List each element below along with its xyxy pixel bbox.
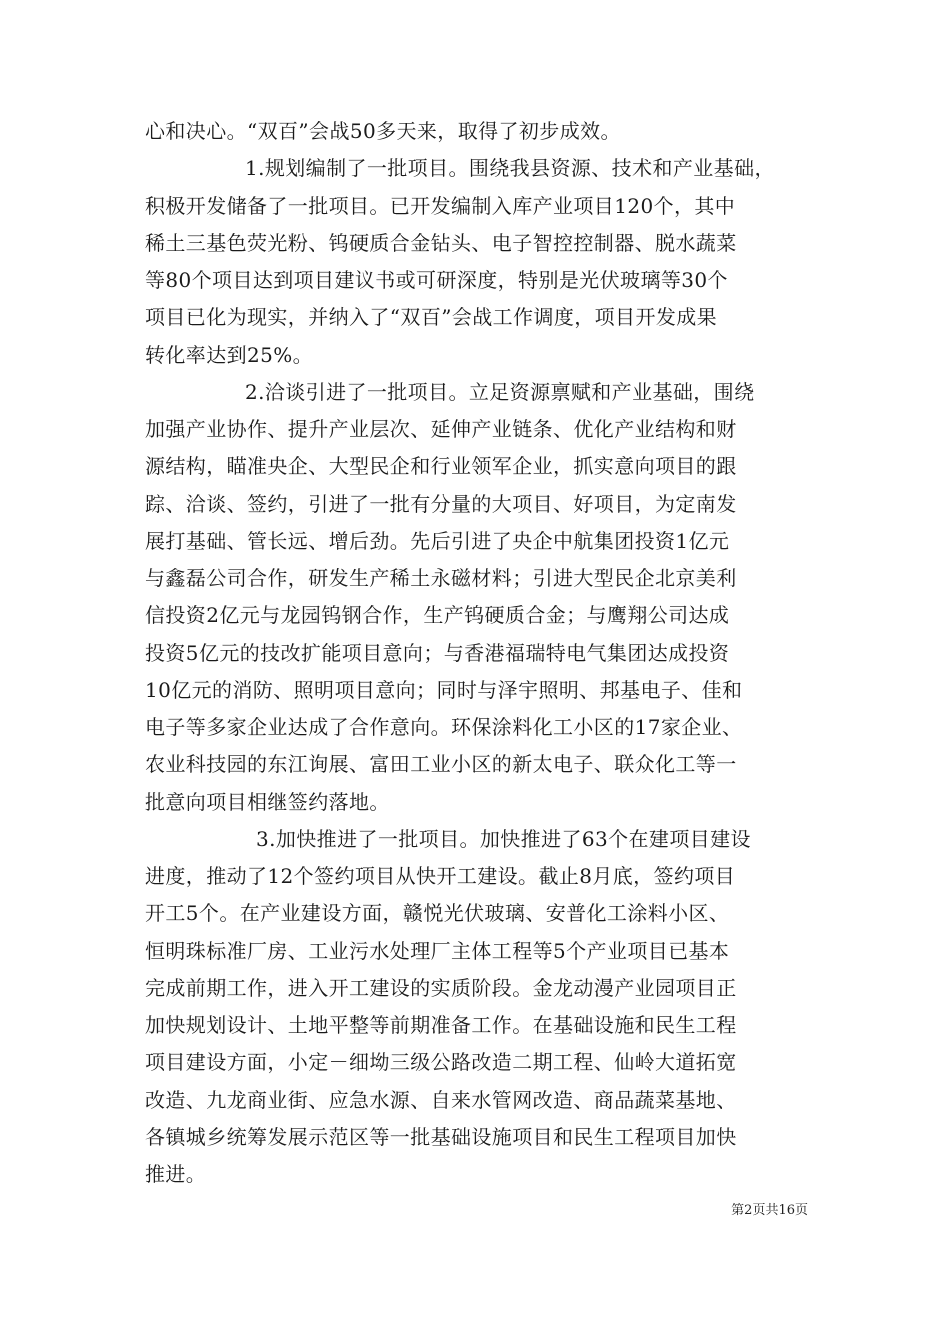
text-line: 完成前期工作，进入开工建设的实质阶段。金龙动漫产业园项目正 [145,976,737,1000]
text-line: 心和决心。“双百”会战50多天来，取得了初步成效。 [145,119,621,143]
text-line: 等80个项目达到项目建议书或可研深度，特别是光伏玻璃等30个 [145,268,728,292]
paragraph-3-start: 3.加快推进了一批项目。加快推进了63个在建项目建设 [256,827,751,851]
paragraph-1-start: 1.规划编制了一批项目。围绕我县资源、技术和产业基础， [245,156,775,180]
text-line: 各镇城乡统筹发展示范区等一批基础设施项目和民生工程项目加快 [145,1125,737,1149]
text-line: 推进。 [145,1162,207,1186]
text-line: 项目建设方面，小定－细坳三级公路改造二期工程、仙岭大道拓宽 [145,1050,737,1074]
text-line: 加强产业协作、提升产业层次、延伸产业链条、优化产业结构和财 [145,417,737,441]
text-line: 恒明珠标准厂房、工业污水处理厂主体工程等5个产业项目已基本 [145,939,730,963]
text-line: 农业科技园的东江询展、富田工业小区的新太电子、联众化工等一 [145,752,737,776]
text-line: 信投资2亿元与龙园钨钢合作，生产钨硬质合金；与鹰翔公司达成 [145,603,730,627]
page-footer: 第2页共16页 [731,1203,808,1218]
paragraph-2-start: 2.洽谈引进了一批项目。立足资源禀赋和产业基础，围绕 [245,380,755,404]
text-line: 转化率达到25%。 [145,343,314,367]
text-line: 投资5亿元的技改扩能项目意向；与香港福瑞特电气集团达成投资 [145,641,730,665]
text-line: 加快规划设计、土地平整等前期准备工作。在基础设施和民生工程 [145,1013,737,1037]
text-line: 项目已化为现实，并纳入了“双百”会战工作调度，项目开发成果 [145,305,718,329]
text-line: 源结构，瞄准央企、大型民企和行业领军企业，抓实意向项目的跟 [145,454,737,478]
text-line: 10亿元的消防、照明项目意向；同时与泽宇照明、邦基电子、佳和 [145,678,743,702]
text-line: 进度，推动了12个签约项目从快开工建设。截止8月底，签约项目 [145,864,736,888]
text-line: 与鑫磊公司合作，研发生产稀土永磁材料；引进大型民企北京美利 [145,566,737,590]
text-line: 批意向项目相继签约落地。 [145,790,390,814]
text-line: 踪、洽谈、签约，引进了一批有分量的大项目、好项目，为定南发 [145,492,737,516]
text-line: 稀土三基色荧光粉、钨硬质合金钻头、电子智控控制器、脱水蔬菜 [145,231,737,255]
text-line: 展打基础、管长远、增后劲。先后引进了央企中航集团投资1亿元 [145,529,730,553]
text-line: 电子等多家企业达成了合作意向。环保涂料化工小区的17家企业、 [145,715,743,739]
text-line: 积极开发储备了一批项目。已开发编制入库产业项目120个，其中 [145,194,736,218]
text-line: 开工5个。在产业建设方面，赣悦光伏玻璃、安普化工涂料小区、 [145,901,730,925]
text-line: 改造、九龙商业街、应急水源、自来水管网改造、商品蔬菜基地、 [145,1088,737,1112]
